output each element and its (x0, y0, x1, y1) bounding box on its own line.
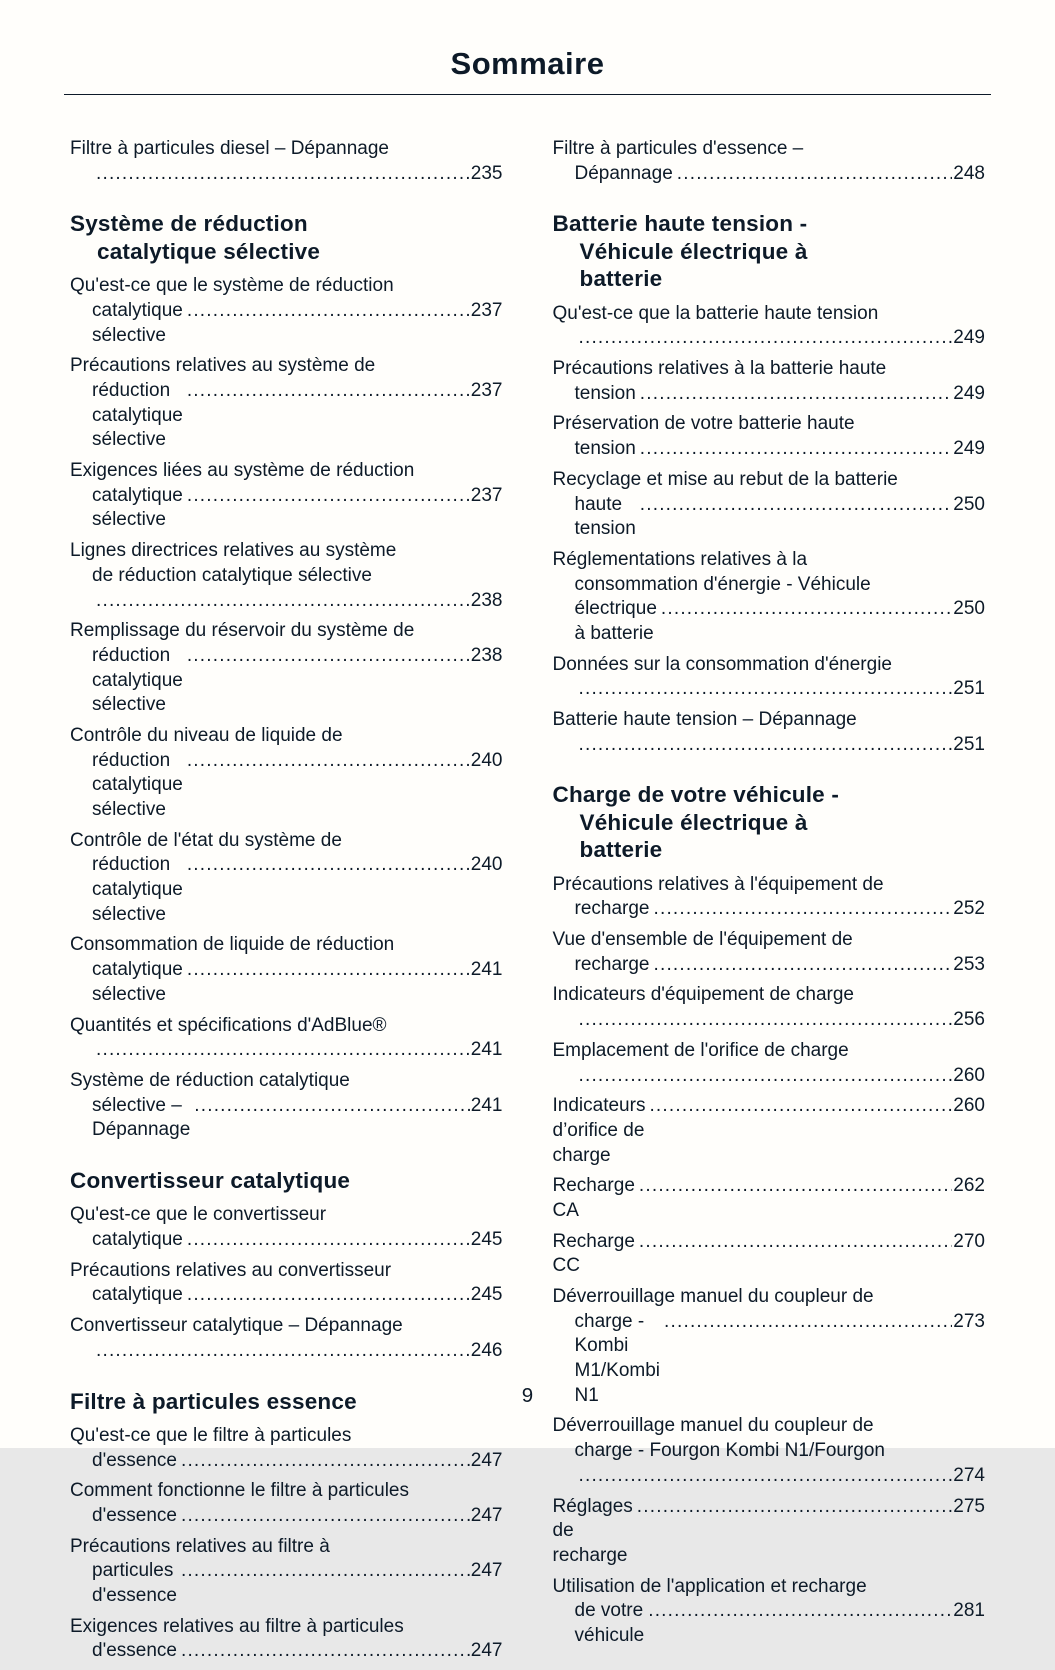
page-ref: 281 (953, 1600, 985, 1622)
toc-entry-text-line: Précautions relatives au convertisseur (70, 1259, 392, 1281)
toc-entry-text-line: Vue d'ensemble de l'équipement de (552, 929, 853, 951)
page-ref: 237 (470, 299, 503, 321)
toc-entry-text: recharge (574, 898, 650, 920)
toc-entry-last-line (553, 162, 986, 187)
dot-leader (181, 1449, 470, 1474)
toc-entry-last-line (70, 1228, 503, 1253)
toc-entry-text-line: Qu'est-ce que le filtre à particules (70, 1424, 352, 1446)
toc-entry-last-line (70, 299, 503, 348)
dot-leader (579, 1008, 953, 1033)
toc-entry-text: catalytique sélective (92, 484, 189, 531)
toc-entry-text-line: Exigences relatives au filtre à particules (70, 1615, 404, 1637)
page-ref: 240 (470, 749, 503, 771)
toc-entry (553, 653, 986, 702)
toc-entry (553, 1414, 986, 1488)
toc-entry (553, 137, 986, 186)
section-heading-line: catalytique sélective (97, 238, 321, 264)
page-ref: 247 (470, 1560, 503, 1582)
dot-leader (187, 749, 470, 774)
toc-entry (70, 1535, 503, 1609)
toc-entry (553, 1575, 986, 1649)
toc-entry-text-line: Qu'est-ce que le système de réduction (70, 275, 394, 297)
dot-leader (96, 1339, 470, 1364)
toc-entry-text-line: de réduction catalytique sélective (92, 564, 372, 586)
page-ref: 273 (953, 1310, 985, 1332)
toc-entry-last-line (70, 958, 503, 1007)
toc-entry-text-line: Exigences liées au système de réduction (70, 460, 415, 482)
toc-entry-last-line (553, 1064, 986, 1089)
page-ref: 252 (953, 898, 985, 920)
page-ref: 241 (470, 959, 503, 981)
toc-entry-text-line: Emplacement de l'orifice de charge (552, 1039, 849, 1061)
toc-entry-text: catalytique sélective (92, 959, 189, 1005)
toc-entry (70, 619, 503, 718)
toc-entry-last-line (70, 379, 503, 453)
toc-entry-last-line (553, 493, 986, 542)
toc-entry-text: d'essence (92, 1505, 177, 1526)
page-ref: 256 (953, 1009, 985, 1031)
section-heading-line: Véhicule électrique à (579, 238, 808, 264)
toc-entry (70, 354, 503, 453)
dot-leader (640, 437, 953, 462)
toc-entry-last-line (553, 326, 986, 351)
toc-entry-text-line: Comment fonctionne le filtre à particules (70, 1480, 409, 1502)
section-heading (70, 1167, 503, 1194)
dot-leader (181, 1639, 470, 1664)
toc-entry-text: Recharge CA (552, 1175, 641, 1221)
toc-entry-last-line (553, 677, 986, 702)
toc-entry-text: réduction catalytique sélective (92, 644, 189, 716)
toc-entry-last-line (70, 1449, 503, 1474)
toc-entry-text: recharge (574, 953, 650, 975)
dot-leader (96, 162, 470, 187)
section-heading (553, 210, 986, 292)
toc-entry-text-line: Réglementations relatives à la (552, 548, 808, 570)
page-ref: 247 (470, 1505, 503, 1526)
section-heading-line: Système de réduction (70, 211, 308, 237)
toc-entry (553, 1495, 986, 1569)
page-ref: 275 (953, 1495, 985, 1517)
toc-entry-text: d'essence (92, 1640, 177, 1662)
page-ref: 247 (470, 1449, 503, 1471)
toc-entry-last-line (70, 644, 503, 718)
toc-entry-last-line (70, 853, 503, 927)
toc-entry (553, 1094, 986, 1168)
toc-entry-text-line: Déverrouillage manuel du coupleur de (552, 1286, 874, 1307)
toc-entry (70, 137, 503, 186)
dot-leader (187, 484, 470, 509)
toc-entry-last-line (70, 484, 503, 533)
page-ref: 249 (953, 438, 985, 460)
dot-leader (96, 1038, 470, 1063)
toc-entry-text-line: charge - Fourgon Kombi N1/Fourgon (574, 1440, 885, 1462)
title-rule (64, 94, 991, 95)
toc-entry-text: particules d'essence (92, 1560, 179, 1607)
toc-column-2 (553, 137, 986, 1670)
toc-entry-text: haute tension (574, 493, 636, 540)
dot-leader (187, 1228, 470, 1253)
toc-entry-last-line (70, 1038, 503, 1063)
toc-entry (70, 459, 503, 533)
dot-leader (187, 853, 470, 878)
toc-entry-text-line: consommation d'énergie - Véhicule (574, 573, 871, 595)
toc-entry-last-line (70, 1283, 503, 1308)
toc-entry (553, 928, 986, 977)
toc-entry-text: d'essence (92, 1449, 177, 1471)
dot-leader (664, 1310, 952, 1335)
section-heading-line: Véhicule électrique à (579, 809, 808, 835)
toc-entry (553, 1174, 986, 1223)
toc-entry-text: charge - Kombi M1/Kombi N1 (574, 1310, 666, 1406)
toc-entry (553, 1230, 986, 1279)
toc-entry-text: réduction catalytique sélective (92, 380, 189, 451)
toc-entry-text-line: Précautions relatives à la batterie haute (552, 358, 887, 380)
toc-entry-text-line: Contrôle du niveau de liquide de (70, 724, 343, 746)
toc-entry-last-line (553, 1230, 986, 1279)
section-heading-line: Batterie haute tension - (552, 211, 808, 237)
toc-entry-text-line: Remplissage du réservoir du système de (70, 620, 415, 642)
toc-entry-text-line: Précautions relatives à l'équipement de (552, 873, 884, 895)
toc-entry-text-line: Qu'est-ce que le convertisseur (70, 1204, 327, 1226)
toc-entry (70, 1203, 503, 1252)
toc-entry-text: Recharge CC (552, 1230, 641, 1277)
toc-entry-text-line: Indicateurs d'équipement de charge (552, 984, 854, 1006)
toc-entry (70, 274, 503, 348)
section-heading (70, 210, 503, 265)
toc-entry (70, 1259, 503, 1308)
page-ref: 240 (470, 854, 503, 876)
toc-entry-last-line (553, 382, 986, 407)
page-title: Sommaire (450, 46, 605, 81)
toc-entry-text: réduction catalytique sélective (92, 854, 189, 925)
toc-entry-text-line: Batterie haute tension – Dépannage (552, 709, 857, 730)
dot-leader (649, 1094, 952, 1119)
dot-leader (194, 1094, 470, 1119)
toc-entry-last-line (70, 1504, 503, 1529)
footer-page-number: 9 (521, 1384, 534, 1407)
dot-leader (579, 677, 953, 702)
toc-entry-text-line: Système de réduction catalytique (70, 1069, 350, 1091)
toc-entry-text: Indicateurs d’orifice de charge (552, 1095, 651, 1166)
page-ref: 253 (953, 953, 985, 975)
toc-entry-text-line: Données sur la consommation d'énergie (552, 653, 892, 675)
dot-leader (677, 162, 953, 187)
toc-entry-last-line (553, 1495, 986, 1569)
section-heading (553, 781, 986, 863)
page-ref: 247 (470, 1640, 503, 1662)
toc-entry (70, 1479, 503, 1528)
toc-entry (553, 412, 986, 461)
toc-entry-last-line (70, 749, 503, 823)
toc-entry-text: Dépannage (574, 162, 673, 184)
dot-leader (640, 493, 953, 518)
toc-entry-last-line (553, 897, 986, 922)
dot-leader (640, 382, 953, 407)
page-ref: 251 (953, 733, 985, 755)
toc-entry-text-line: Utilisation de l'application et recharge (552, 1575, 867, 1597)
dot-leader (639, 1174, 952, 1199)
toc-entry-last-line (553, 1008, 986, 1033)
toc-entry-last-line (70, 162, 503, 187)
toc-entry (553, 357, 986, 406)
toc-entry-text-line: Qu'est-ce que la batterie haute tension (552, 302, 879, 324)
toc-entry (70, 1069, 503, 1143)
toc-entry-text: électrique à batterie (574, 598, 663, 644)
page-ref: 250 (953, 598, 985, 620)
toc-entry-text: tension (574, 382, 636, 404)
toc-entry-text-line: Préservation de votre batterie haute (552, 413, 855, 435)
toc-entry-last-line (553, 953, 986, 978)
section-heading-line: Convertisseur catalytique (70, 1167, 351, 1193)
toc-entry-text-line: Filtre à particules diesel – Dépannage (70, 138, 389, 159)
dot-leader (654, 953, 953, 978)
page-ref: 238 (470, 589, 503, 611)
toc-entry-last-line (70, 589, 503, 614)
page-ref: 246 (470, 1339, 503, 1361)
toc-entry (553, 983, 986, 1032)
toc-entry-last-line (70, 1559, 503, 1608)
toc-entry (553, 548, 986, 647)
dot-leader (187, 644, 470, 669)
dot-leader (579, 733, 953, 758)
page-ref: 250 (953, 493, 985, 515)
toc-entry-text: réduction catalytique sélective (92, 749, 189, 820)
dot-leader (639, 1230, 952, 1255)
toc-entry-text: de votre véhicule (574, 1600, 649, 1646)
toc-column-1 (70, 137, 503, 1670)
toc-entry (70, 1424, 503, 1473)
page-ref: 248 (953, 162, 985, 184)
toc-entry-last-line (70, 1094, 503, 1143)
dot-leader (579, 326, 953, 351)
section-heading-line: batterie (579, 837, 663, 863)
page-ref: 270 (953, 1230, 985, 1252)
toc-entry-last-line (553, 437, 986, 462)
toc-entry-last-line (553, 1599, 986, 1648)
toc-entry-text-line: Déverrouillage manuel du coupleur de (552, 1415, 874, 1437)
toc-entry (70, 1314, 503, 1363)
toc-columns (42, 137, 1013, 1670)
toc-entry-text-line: Précautions relatives au système de (70, 355, 376, 377)
toc-entry (70, 1014, 503, 1063)
page-ref: 251 (953, 678, 985, 700)
page-ref: 274 (953, 1464, 985, 1486)
toc-entry-text-line: Consommation de liquide de réduction (70, 934, 395, 956)
toc-entry-text-line: Contrôle de l'état du système de (70, 829, 342, 851)
toc-entry-last-line (70, 1339, 503, 1364)
section-heading-line: Charge de votre véhicule - (552, 782, 840, 808)
toc-entry-text: catalytique (92, 1229, 183, 1251)
dot-leader (661, 597, 952, 622)
toc-entry (70, 933, 503, 1007)
toc-entry-text: catalytique sélective (92, 299, 189, 346)
page-ref: 237 (470, 484, 503, 506)
toc-entry-text-line: Lignes directrices relatives au système (70, 540, 397, 562)
toc-entry-text-line: Quantités et spécifications d'AdBlue® (70, 1014, 387, 1036)
section-heading-line: batterie (579, 266, 663, 292)
page-ref: 262 (953, 1175, 985, 1197)
page-ref: 237 (470, 380, 503, 401)
toc-entry (553, 873, 986, 922)
page-ref: 249 (953, 382, 985, 404)
dot-leader (181, 1504, 470, 1529)
page-ref: 241 (470, 1039, 503, 1061)
toc-entry (553, 468, 986, 542)
dot-leader (187, 1283, 470, 1308)
section-heading-line: Filtre à particules essence (70, 1388, 357, 1414)
dot-leader (637, 1495, 953, 1520)
page-ref: 235 (470, 162, 503, 184)
toc-entry-last-line (553, 597, 986, 646)
toc-entry-last-line (553, 733, 986, 758)
dot-leader (648, 1599, 952, 1624)
toc-entry (70, 1615, 503, 1664)
toc-entry (553, 302, 986, 351)
toc-entry-text: Réglages de recharge (552, 1495, 639, 1566)
dot-leader (579, 1464, 953, 1489)
toc-entry-text: sélective – Dépannage (92, 1094, 191, 1141)
dot-leader (96, 589, 470, 614)
toc-entry-text-line: Convertisseur catalytique – Dépannage (70, 1315, 403, 1337)
dot-leader (187, 379, 470, 404)
toc-entry (553, 1039, 986, 1088)
toc-entry-text-line: Filtre à particules d'essence – (552, 138, 804, 159)
page-ref: 241 (470, 1094, 503, 1116)
toc-entry-text: tension (574, 438, 636, 460)
page-ref: 249 (953, 327, 985, 349)
toc-entry (553, 708, 986, 757)
toc-entry (70, 724, 503, 823)
page-ref: 245 (470, 1284, 503, 1306)
page-ref: 260 (953, 1095, 985, 1117)
dot-leader (181, 1559, 470, 1584)
dot-leader (187, 958, 470, 983)
toc-entry-last-line (553, 1174, 986, 1223)
toc-entry-text-line: Recyclage et mise au rebut de la batterie (552, 468, 898, 490)
dot-leader (654, 897, 953, 922)
dot-leader (187, 299, 470, 324)
toc-entry-last-line (553, 1464, 986, 1489)
toc-entry-text: catalytique (92, 1284, 183, 1306)
toc-entry-text-line: Précautions relatives au filtre à (70, 1535, 330, 1557)
dot-leader (579, 1064, 953, 1089)
toc-entry (70, 539, 503, 613)
page-ref: 238 (470, 644, 503, 666)
toc-entry (70, 829, 503, 928)
toc-entry-last-line (553, 1094, 986, 1168)
page-ref: 260 (953, 1064, 985, 1086)
toc-entry-last-line (70, 1639, 503, 1664)
page-ref: 245 (470, 1229, 503, 1251)
